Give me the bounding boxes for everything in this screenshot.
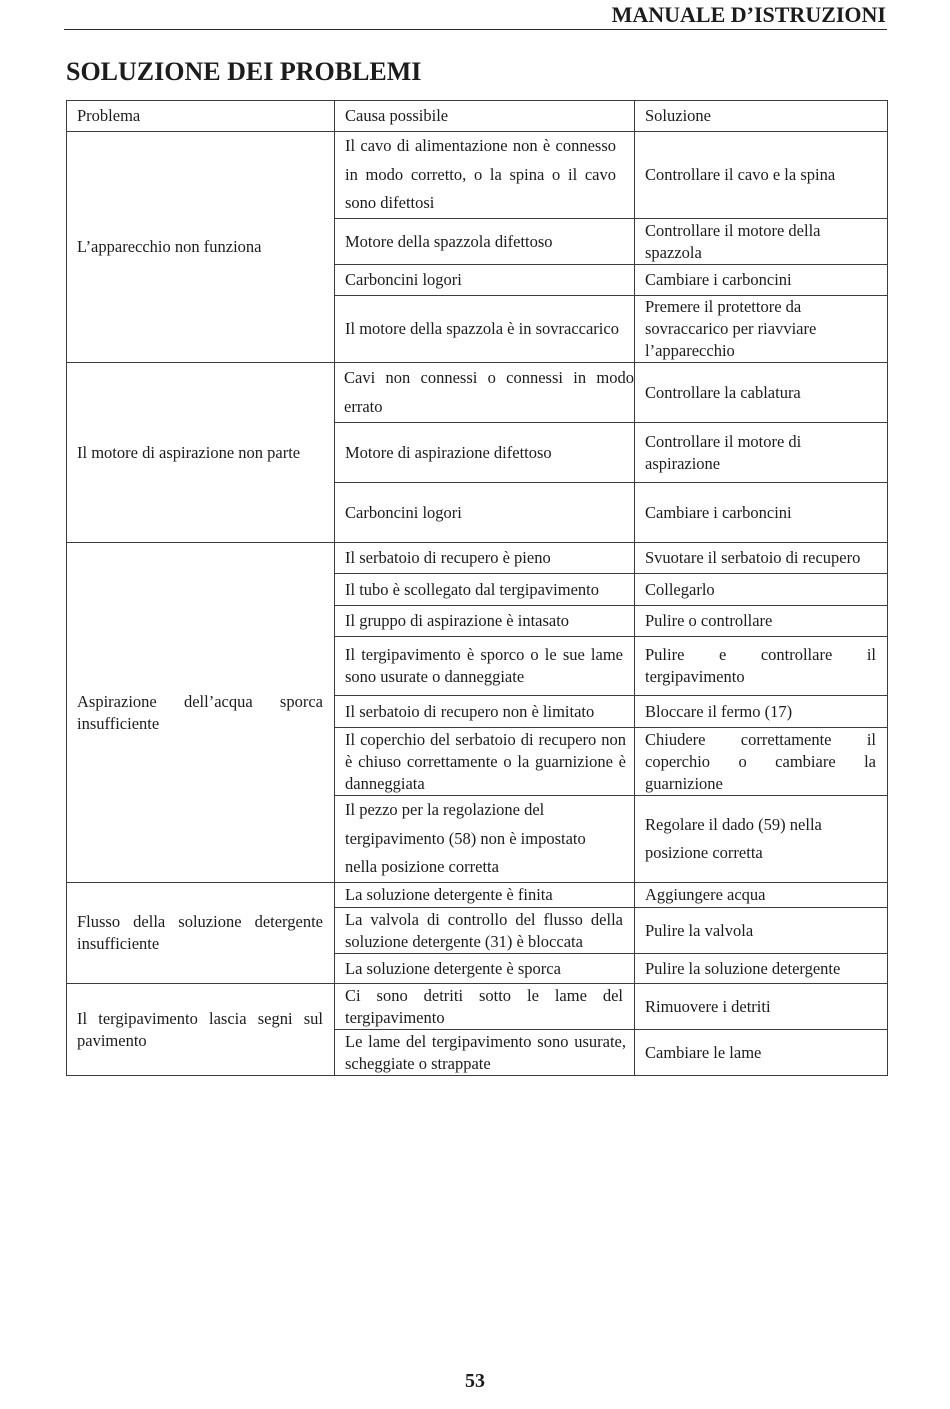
cause-cell: Carboncini logori	[335, 265, 635, 296]
solution-cell: Bloccare il fermo (17)	[635, 696, 888, 728]
table-row	[67, 883, 888, 908]
page-number: 53	[465, 1370, 485, 1392]
cause-cell: Carboncini logori	[335, 483, 635, 543]
cause-cell: Motore di aspirazione difettoso	[335, 423, 635, 483]
solution-cell: Svuotare il serbatoio di recupero	[635, 543, 888, 574]
solution-cell: Cambiare i carboncini	[635, 483, 888, 543]
cause-cell: Il tubo è scollegato dal tergipavimento	[335, 574, 635, 606]
solution-cell: Premere il protettore da sovraccarico per riavviare l’apparecchio	[635, 296, 888, 363]
cause-cell: Le lame del tergipavimento sono usurate, scheggiate o strappate	[335, 1030, 635, 1076]
cause-cell: Il coperchio del serbatoio di recupero non è chiuso correttamente o la guarnizione è danneggiata	[335, 728, 635, 796]
cause-cell: Ci sono detriti sotto le lame del tergipavimento	[335, 984, 635, 1030]
solution-cell: Controllare il cavo e la spina	[635, 132, 888, 219]
column-header-cause: Causa possibile	[335, 101, 635, 132]
solution-cell: Regolare il dado (59) nella posizione corretta	[635, 796, 888, 883]
solution-cell: Pulire la soluzione detergente	[635, 954, 888, 984]
table-header-row	[67, 101, 888, 132]
problem-cell: Flusso della soluzione detergente insufficiente	[67, 883, 335, 984]
cause-cell: Il serbatoio di recupero non è limitato	[335, 696, 635, 728]
column-header-problem: Problema	[67, 101, 335, 132]
solution-cell: Aggiungere acqua	[635, 883, 888, 908]
page-title: SOLUZIONE DEI PROBLEMI	[66, 57, 422, 86]
solution-cell: Controllare il motore di aspirazione	[635, 423, 888, 483]
header-divider	[64, 29, 887, 30]
solution-cell: Controllare il motore della spazzola	[635, 219, 888, 265]
problem-cell: Il motore di aspirazione non parte	[67, 363, 335, 543]
cause-cell: Cavi non connessi o connessi in modo errato	[335, 363, 635, 423]
solution-cell: Rimuovere i detriti	[635, 984, 888, 1030]
solution-cell: Collegarlo	[635, 574, 888, 606]
cause-cell: Il tergipavimento è sporco o le sue lame sono usurate o danneggiate	[335, 637, 635, 696]
running-header-title: MANUALE D’ISTRUZIONI	[611, 2, 886, 27]
cause-cell: Il cavo di alimentazione non è connesso in modo corretto, o la spina o il cavo sono difettosi	[335, 132, 635, 219]
troubleshooting-table	[66, 100, 888, 1076]
problem-cell: L’apparecchio non funziona	[67, 132, 335, 363]
solution-cell: Pulire e controllare il tergipavimento	[635, 637, 888, 696]
solution-cell: Cambiare le lame	[635, 1030, 888, 1076]
column-header-solution: Soluzione	[635, 101, 888, 132]
cause-cell: Il gruppo di aspirazione è intasato	[335, 606, 635, 637]
table-row	[67, 984, 888, 1030]
solution-cell: Pulire o controllare	[635, 606, 888, 637]
table-row	[67, 363, 888, 423]
cause-cell: La soluzione detergente è sporca	[335, 954, 635, 984]
table-row	[67, 543, 888, 574]
cause-cell: Il pezzo per la regolazione del tergipavimento (58) non è impostato nella posizione corretta	[335, 796, 635, 883]
cause-cell: Motore della spazzola difettoso	[335, 219, 635, 265]
solution-cell: Pulire la valvola	[635, 908, 888, 954]
problem-cell: Il tergipavimento lascia segni sul pavimento	[67, 984, 335, 1076]
table-row	[67, 132, 888, 219]
problem-cell: Aspirazione dell’acqua sporca insufficiente	[67, 543, 335, 883]
cause-cell: Il serbatoio di recupero è pieno	[335, 543, 635, 574]
cause-cell: La valvola di controllo del flusso della soluzione detergente (31) è bloccata	[335, 908, 635, 954]
cause-cell: Il motore della spazzola è in sovraccarico	[335, 296, 635, 363]
solution-cell: Chiudere correttamente il coperchio o cambiare la guarnizione	[635, 728, 888, 796]
cause-cell: La soluzione detergente è finita	[335, 883, 635, 908]
solution-cell: Cambiare i carboncini	[635, 265, 888, 296]
solution-cell: Controllare la cablatura	[635, 363, 888, 423]
